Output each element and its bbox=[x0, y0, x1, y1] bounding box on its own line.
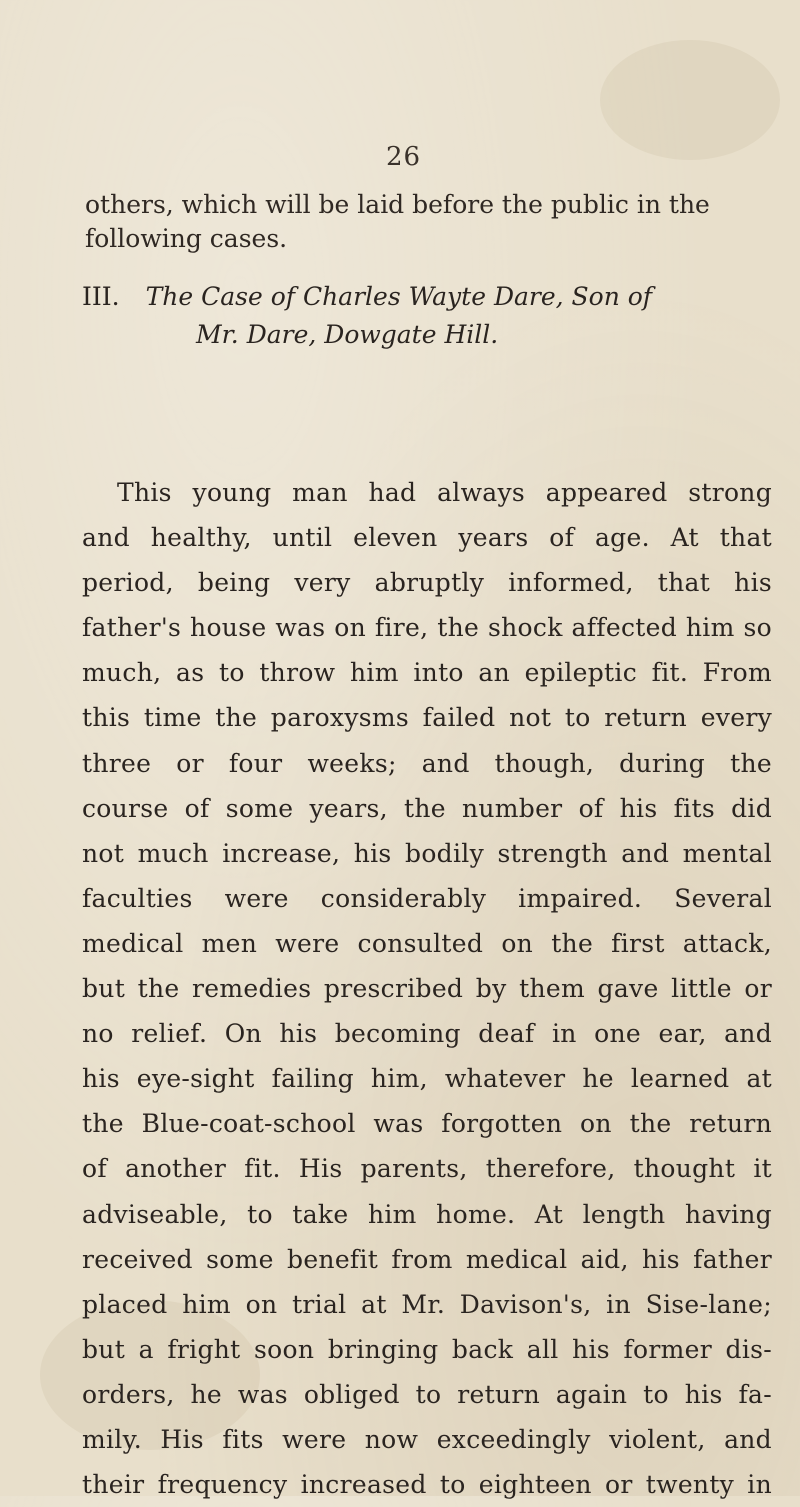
body-line: but the remedies prescribed by them gave little or bbox=[82, 974, 772, 1004]
body-line: medical men were consulted on the first attack, bbox=[82, 928, 772, 958]
case-title-line-2: Mr. Dare, Dowgate Hill. bbox=[196, 320, 499, 349]
body-line: much, as to throw him into an epileptic fit. From bbox=[82, 658, 772, 688]
page-number: 26 bbox=[386, 142, 422, 172]
intro-line: following cases. bbox=[85, 224, 288, 253]
body-line: adviseable, to take him home. At length having bbox=[82, 1199, 772, 1229]
body-line: period, being very abruptly informed, that his bbox=[82, 568, 772, 598]
body-line: This young man had always appeared strong bbox=[117, 478, 772, 507]
body-line: placed him on trial at Mr. Davison's, in Sise-lane; bbox=[82, 1289, 772, 1319]
body-line: not much increase, his bodily strength and mental bbox=[82, 838, 772, 868]
body-paragraph bbox=[82, 470, 772, 1507]
body-line: his eye-sight failing him, whatever he learned at bbox=[82, 1064, 772, 1094]
body-line: this time the paroxysms failed not to return every bbox=[82, 703, 772, 733]
body-line: three or four weeks; and though, during the bbox=[82, 748, 772, 778]
body-line: mily. His fits were now exceedingly violent, and bbox=[82, 1424, 772, 1454]
body-line: of another fit. His parents, therefore, thought it bbox=[82, 1154, 772, 1184]
body-line: faculties were considerably impaired. Several bbox=[82, 883, 772, 913]
case-title-line-1: The Case of Charles Wayte Dare, Son of bbox=[145, 282, 653, 311]
intro-line: others, which will be laid before the public in the bbox=[85, 190, 710, 219]
body-line: but a fright soon bringing back all his former dis- bbox=[82, 1334, 772, 1364]
body-line: course of some years, the number of his fits did bbox=[82, 793, 772, 823]
body-line: their frequency increased to eighteen or twenty in bbox=[82, 1470, 772, 1500]
body-line: father's house was on fire, the shock affected him so bbox=[82, 613, 772, 643]
body-line: no relief. On his becoming deaf in one ear, and bbox=[82, 1019, 772, 1049]
body-line: received some benefit from medical aid, his father bbox=[82, 1244, 772, 1274]
body-line: orders, he was obliged to return again to his fa- bbox=[82, 1379, 772, 1409]
case-heading bbox=[82, 282, 652, 311]
paper-stain bbox=[600, 40, 780, 160]
case-numeral: III. bbox=[82, 282, 120, 311]
body-line: the Blue-coat-school was forgotten on the return bbox=[82, 1109, 772, 1139]
body-line: and healthy, until eleven years of age. At that bbox=[82, 523, 772, 553]
